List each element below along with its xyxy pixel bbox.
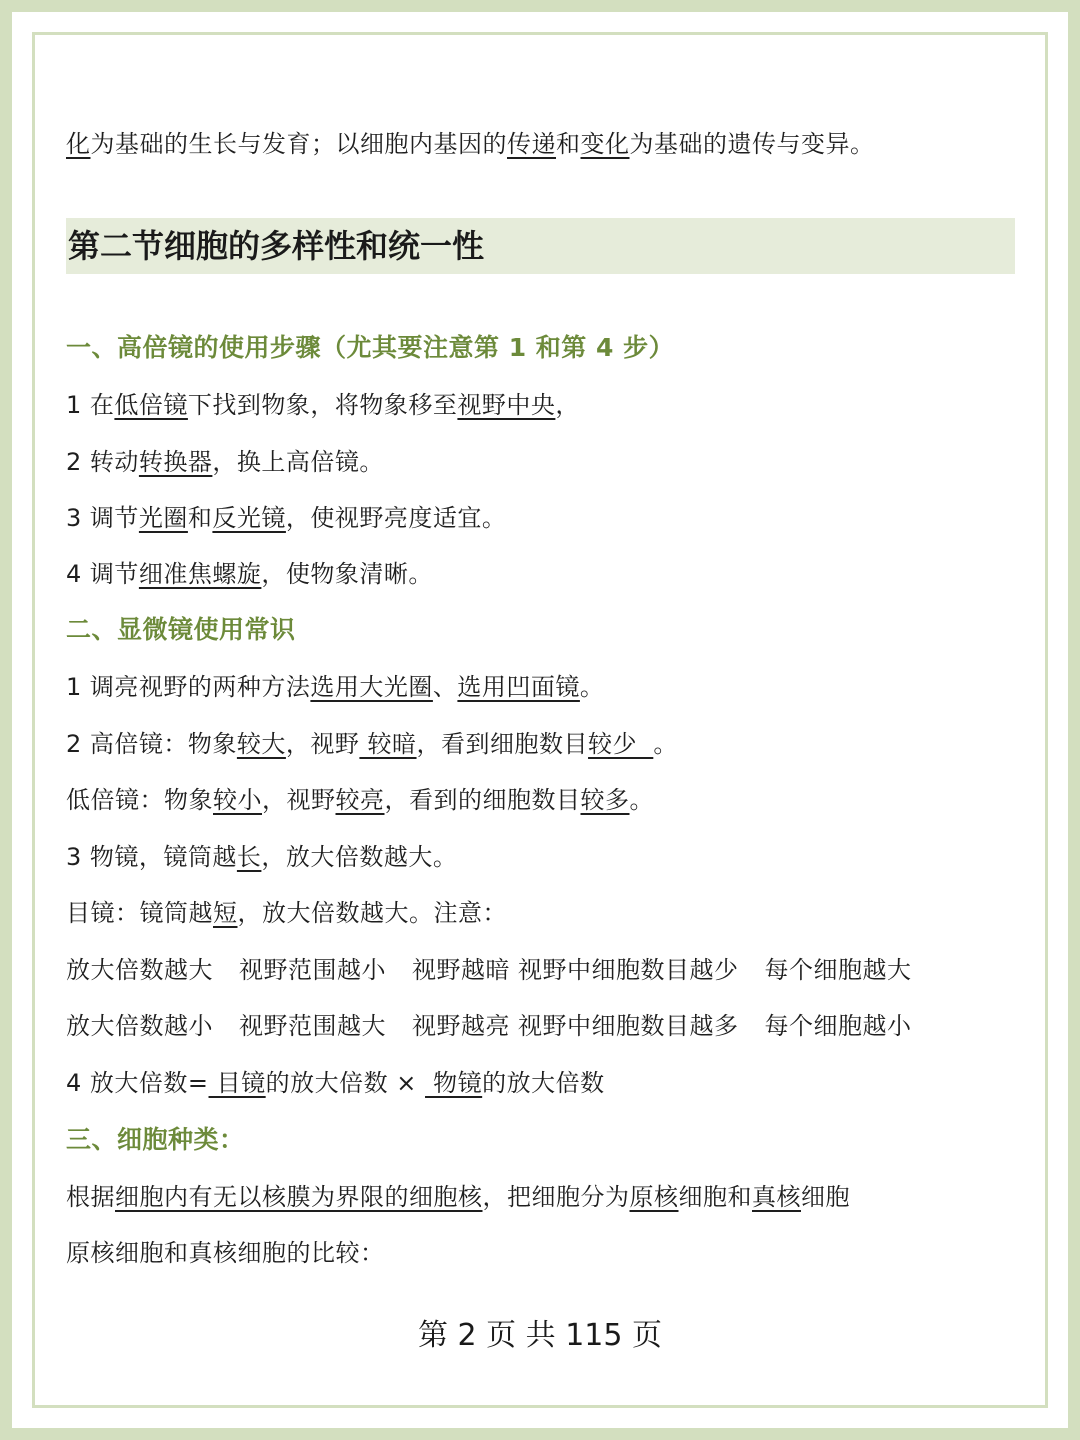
knowledge-line-1: [66, 671, 604, 703]
knowledge-line-4: [66, 841, 457, 873]
cell-types-line-1: [66, 1181, 850, 1213]
k2-text: ，看到细胞数目: [416, 730, 589, 758]
step-1-blank-a: 低倍镜: [114, 391, 188, 419]
intro-underlined-3: 传递: [507, 130, 556, 158]
k3-text: 低倍镜：物象: [66, 786, 213, 814]
subheading-microscope-steps: 一、高倍镜的使用步骤（尤其要注意第 1 和第 4 步）: [66, 333, 675, 362]
k2-blank-b: 较暗: [359, 730, 417, 758]
c1-text: 细胞: [801, 1183, 850, 1211]
intro-paragraph: [66, 128, 875, 160]
row2-cell: 视野越亮: [412, 1012, 510, 1040]
k3-text: 。: [629, 786, 654, 814]
c1-text: 细胞和: [678, 1183, 752, 1211]
step-3: [66, 502, 506, 534]
row1-cell: 视野范围越小: [239, 956, 386, 984]
k1-text: 。: [579, 673, 605, 701]
step-2-text: 2 转动: [66, 448, 139, 476]
k5-text: 目镜：镜筒越: [66, 899, 213, 927]
c1-blank-b: 原核: [629, 1183, 679, 1211]
intro-underlined-1: 化: [66, 130, 91, 158]
intro-text-6: 为基础的遗传与变异。: [629, 130, 875, 158]
k6-text: 4 放大倍数=: [66, 1069, 209, 1097]
k5-text: ，放大倍数越大。注意：: [237, 899, 507, 927]
row2-cell: 每个细胞越小: [764, 1012, 912, 1040]
row1-cell: 视野中细胞数目越少: [518, 956, 739, 984]
row2-cell: 视野中细胞数目越多: [518, 1012, 739, 1040]
k1-text: 1 调亮视野的两种方法: [66, 673, 311, 701]
step-3-blank-a: 光圈: [138, 504, 188, 532]
intro-underlined-5: 变化: [580, 130, 630, 158]
step-3-blank-b: 反光镜: [212, 504, 286, 532]
k2-text: 2 高倍镜：物象: [66, 730, 237, 758]
step-3-text: 和: [187, 504, 213, 532]
k4-text: 3 物镜，镜筒越: [66, 843, 237, 871]
k6-blank-a: 目镜: [208, 1069, 266, 1097]
row1-cell: 每个细胞越大: [764, 956, 912, 984]
step-4-text: 4 调节: [66, 560, 139, 588]
k3-text: ，看到的细胞数目: [384, 786, 581, 814]
page-number: 第 2 页 共 115 页: [417, 1318, 663, 1353]
section-title: 第二节细胞的多样性和统一性: [68, 227, 485, 265]
step-2-blank: 转换器: [138, 448, 213, 476]
k2-blank-a: 较大: [236, 730, 286, 758]
magnification-row-1: [66, 954, 912, 986]
knowledge-line-2: [66, 728, 678, 760]
knowledge-line-3: [66, 784, 654, 816]
k3-blank-b: 较亮: [335, 786, 385, 814]
step-4-blank: 细准焦螺旋: [138, 560, 262, 588]
step-1-text: ，: [555, 391, 580, 419]
cell-types-line-2: 原核细胞和真核细胞的比较：: [66, 1239, 385, 1267]
step-4-text: ，使物象清晰。: [261, 560, 433, 588]
step-2: [66, 446, 384, 478]
k6-text: 的放大倍数 ×: [265, 1069, 426, 1097]
row1-cell: 视野越暗: [412, 956, 510, 984]
step-1-text: 下找到物象，将物象移至: [187, 391, 458, 419]
row2-cell: 视野范围越大: [239, 1012, 386, 1040]
intro-text-2: 为基础的生长与发育；以细胞内基因的: [90, 130, 507, 158]
c1-blank-a: 细胞内有无以核膜为界限的细胞核: [115, 1183, 483, 1211]
subheading-cell-types: 三、细胞种类：: [66, 1125, 245, 1154]
c1-text: ，把细胞分为: [482, 1183, 630, 1211]
step-2-text: ，换上高倍镜。: [212, 448, 384, 476]
intro-text-4: 和: [556, 130, 581, 158]
k1-text: 、: [432, 673, 458, 701]
k2-blank-c: 较少: [588, 730, 654, 758]
c1-text: 根据: [66, 1183, 115, 1211]
k3-text: ，视野: [262, 786, 336, 814]
row2-cell: 放大倍数越小: [66, 1012, 213, 1040]
step-3-text: 3 调节: [66, 504, 139, 532]
knowledge-line-6: [66, 1067, 605, 1099]
subheading-microscope-knowledge: 二、显微镜使用常识: [66, 615, 296, 644]
step-3-text: ，使视野亮度适宜。: [285, 504, 507, 532]
k3-blank-a: 较小: [213, 786, 262, 814]
k6-text: 的放大倍数: [482, 1069, 605, 1097]
k4-text: ，放大倍数越大。: [261, 843, 458, 871]
k1-blank-a: 选用大光圈: [310, 673, 433, 701]
k4-blank: 长: [236, 843, 262, 871]
step-1-text: 1 在: [66, 391, 115, 419]
step-1: [66, 389, 580, 421]
magnification-row-2: [66, 1010, 912, 1042]
k2-text: 。: [653, 730, 678, 758]
k6-blank-b: 物镜: [425, 1069, 483, 1097]
k1-blank-b: 选用凹面镜: [457, 673, 580, 701]
row1-cell: 放大倍数越大: [66, 956, 213, 984]
step-1-blank-b: 视野中央: [457, 391, 556, 419]
k2-text: ，视野: [285, 730, 360, 758]
k3-blank-c: 较多: [580, 786, 630, 814]
step-4: [66, 558, 433, 590]
c1-blank-c: 真核: [752, 1183, 801, 1211]
k5-blank: 短: [213, 899, 238, 927]
knowledge-line-5: [66, 897, 507, 929]
